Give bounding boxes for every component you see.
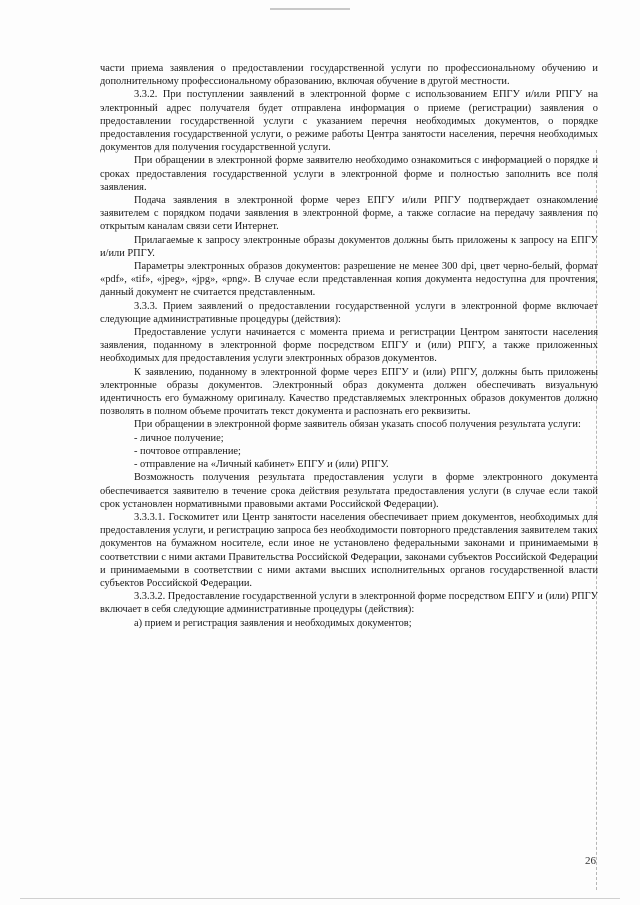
paragraph-result-electronic: Возможность получения результата предоставления услуги в форме электронного документа обеспечивается заявителю в течение срока действия результата предоставления услуги (в случае если такой срок установлен нормативными правовыми актами Российской Федерации). bbox=[100, 472, 598, 510]
scan-artifact-bottom-edge bbox=[20, 898, 620, 899]
list-item-postal: - почтовое отправление; bbox=[134, 445, 241, 457]
list-item-a: а) прием и регистрация заявления и необходимых документов; bbox=[134, 617, 412, 629]
paragraph-attached-images: Прилагаемые к запросу электронные образы документов должны быть приложены к запросу на ЕПГУ и/или РПГУ. bbox=[100, 234, 598, 259]
paragraph-3-3-3-1: 3.3.3.1. Госкомитет или Центр занятости населения обеспечивает прием документов, необходимых для предоставления услуги, и регистрацию запроса без необходимости повторного представления заявителем таких документов на бумажном носителе, если иное не установлено федеральными законами и принимаемыми в соответствии с ними актами Правительства Российской Федерации, законами субъектов Российской Федерации и принимаемыми в соответствии с ними актами высших исполнительных органов государственной власти субъектов Российской Федерации. bbox=[100, 511, 598, 589]
paragraph-image-parameters: Параметры электронных образов документов: разрешение не менее 300 dpi, цвет черно-белый, формат «pdf», «tif», «jpeg», «jpg», «png». В случае если представленная копия документа недоступна для прочтения, данный документ не считается представленным. bbox=[100, 261, 598, 299]
paragraph-electronic-appeal: При обращении в электронной форме заявителю необходимо ознакомиться с информацией о порядке и сроках предоставления государственной услуги в электронной форме и полностью заполнить все поля заявления. bbox=[100, 155, 598, 193]
scan-artifact-top bbox=[270, 8, 350, 10]
paragraph-3-3-3: 3.3.3. Прием заявлений о предоставлении государственной услуги в электронной форме включает следующие административные процедуры (действия): bbox=[100, 300, 598, 325]
paragraph-submission-confirmation: Подача заявления в электронной форме через ЕПГУ и/или РПГУ подтверждает ознакомление заявителем с порядком подачи заявления в электронной форме, а также согласие на передачу заявления по открытым каналам связи сети Интернет. bbox=[100, 195, 598, 233]
paragraph-3-3-3-2: 3.3.3.2. Предоставление государственной услуги в электронной форме посредством ЕПГУ и (или) РПГУ включает в себя следующие административные процедуры (действия): bbox=[100, 591, 598, 616]
paragraph-service-start: Предоставление услуги начинается с момента приема и регистрации Центром занятости населения заявления, поданному в электронной форме посредством ЕПГУ и (или) РПГУ, а также приложенных необходимых для предоставления услуги электронных образов документов. bbox=[100, 327, 598, 365]
paragraph-attached-documents: К заявлению, поданному в электронной форме через ЕПГУ и (или) РПГУ, должны быть приложены электронные образы документов. Электронный образ документа должен обеспечивать визуальную идентичность его бумажному оригиналу. Качество представляемых электронных образов документов должно позволять в полном объеме прочитать текст документа и распознать его реквизиты. bbox=[100, 366, 598, 418]
list-item-personal: - личное получение; bbox=[134, 432, 224, 444]
paragraph-result-method: При обращении в электронной форме заявитель обязан указать способ получения результата услуги: bbox=[134, 419, 581, 431]
paragraph-continuation: части приема заявления о предоставлении государственной услуги по профессиональному обучению и дополнительному профессиональному образованию, включая обучение в другой местности. bbox=[100, 63, 598, 88]
page-number: 26 bbox=[585, 855, 596, 867]
document-body bbox=[100, 62, 598, 630]
paragraph-3-3-2: 3.3.2. При поступлении заявлений в электронной форме с использованием ЕПГУ и/или РПГУ на электронный адрес получателя будет отправлена информация о приеме (регистрации) заявления о предоставлении государственной услуги с указанием перечня необходимых документов, о порядке предоставления государственной услуги, о режиме работы Центра занятости населения, перечня необходимых документов для получения государственной услуги. bbox=[100, 89, 598, 154]
list-item-personal-account: - отправление на «Личный кабинет» ЕПГУ и (или) РПГУ. bbox=[134, 459, 389, 471]
